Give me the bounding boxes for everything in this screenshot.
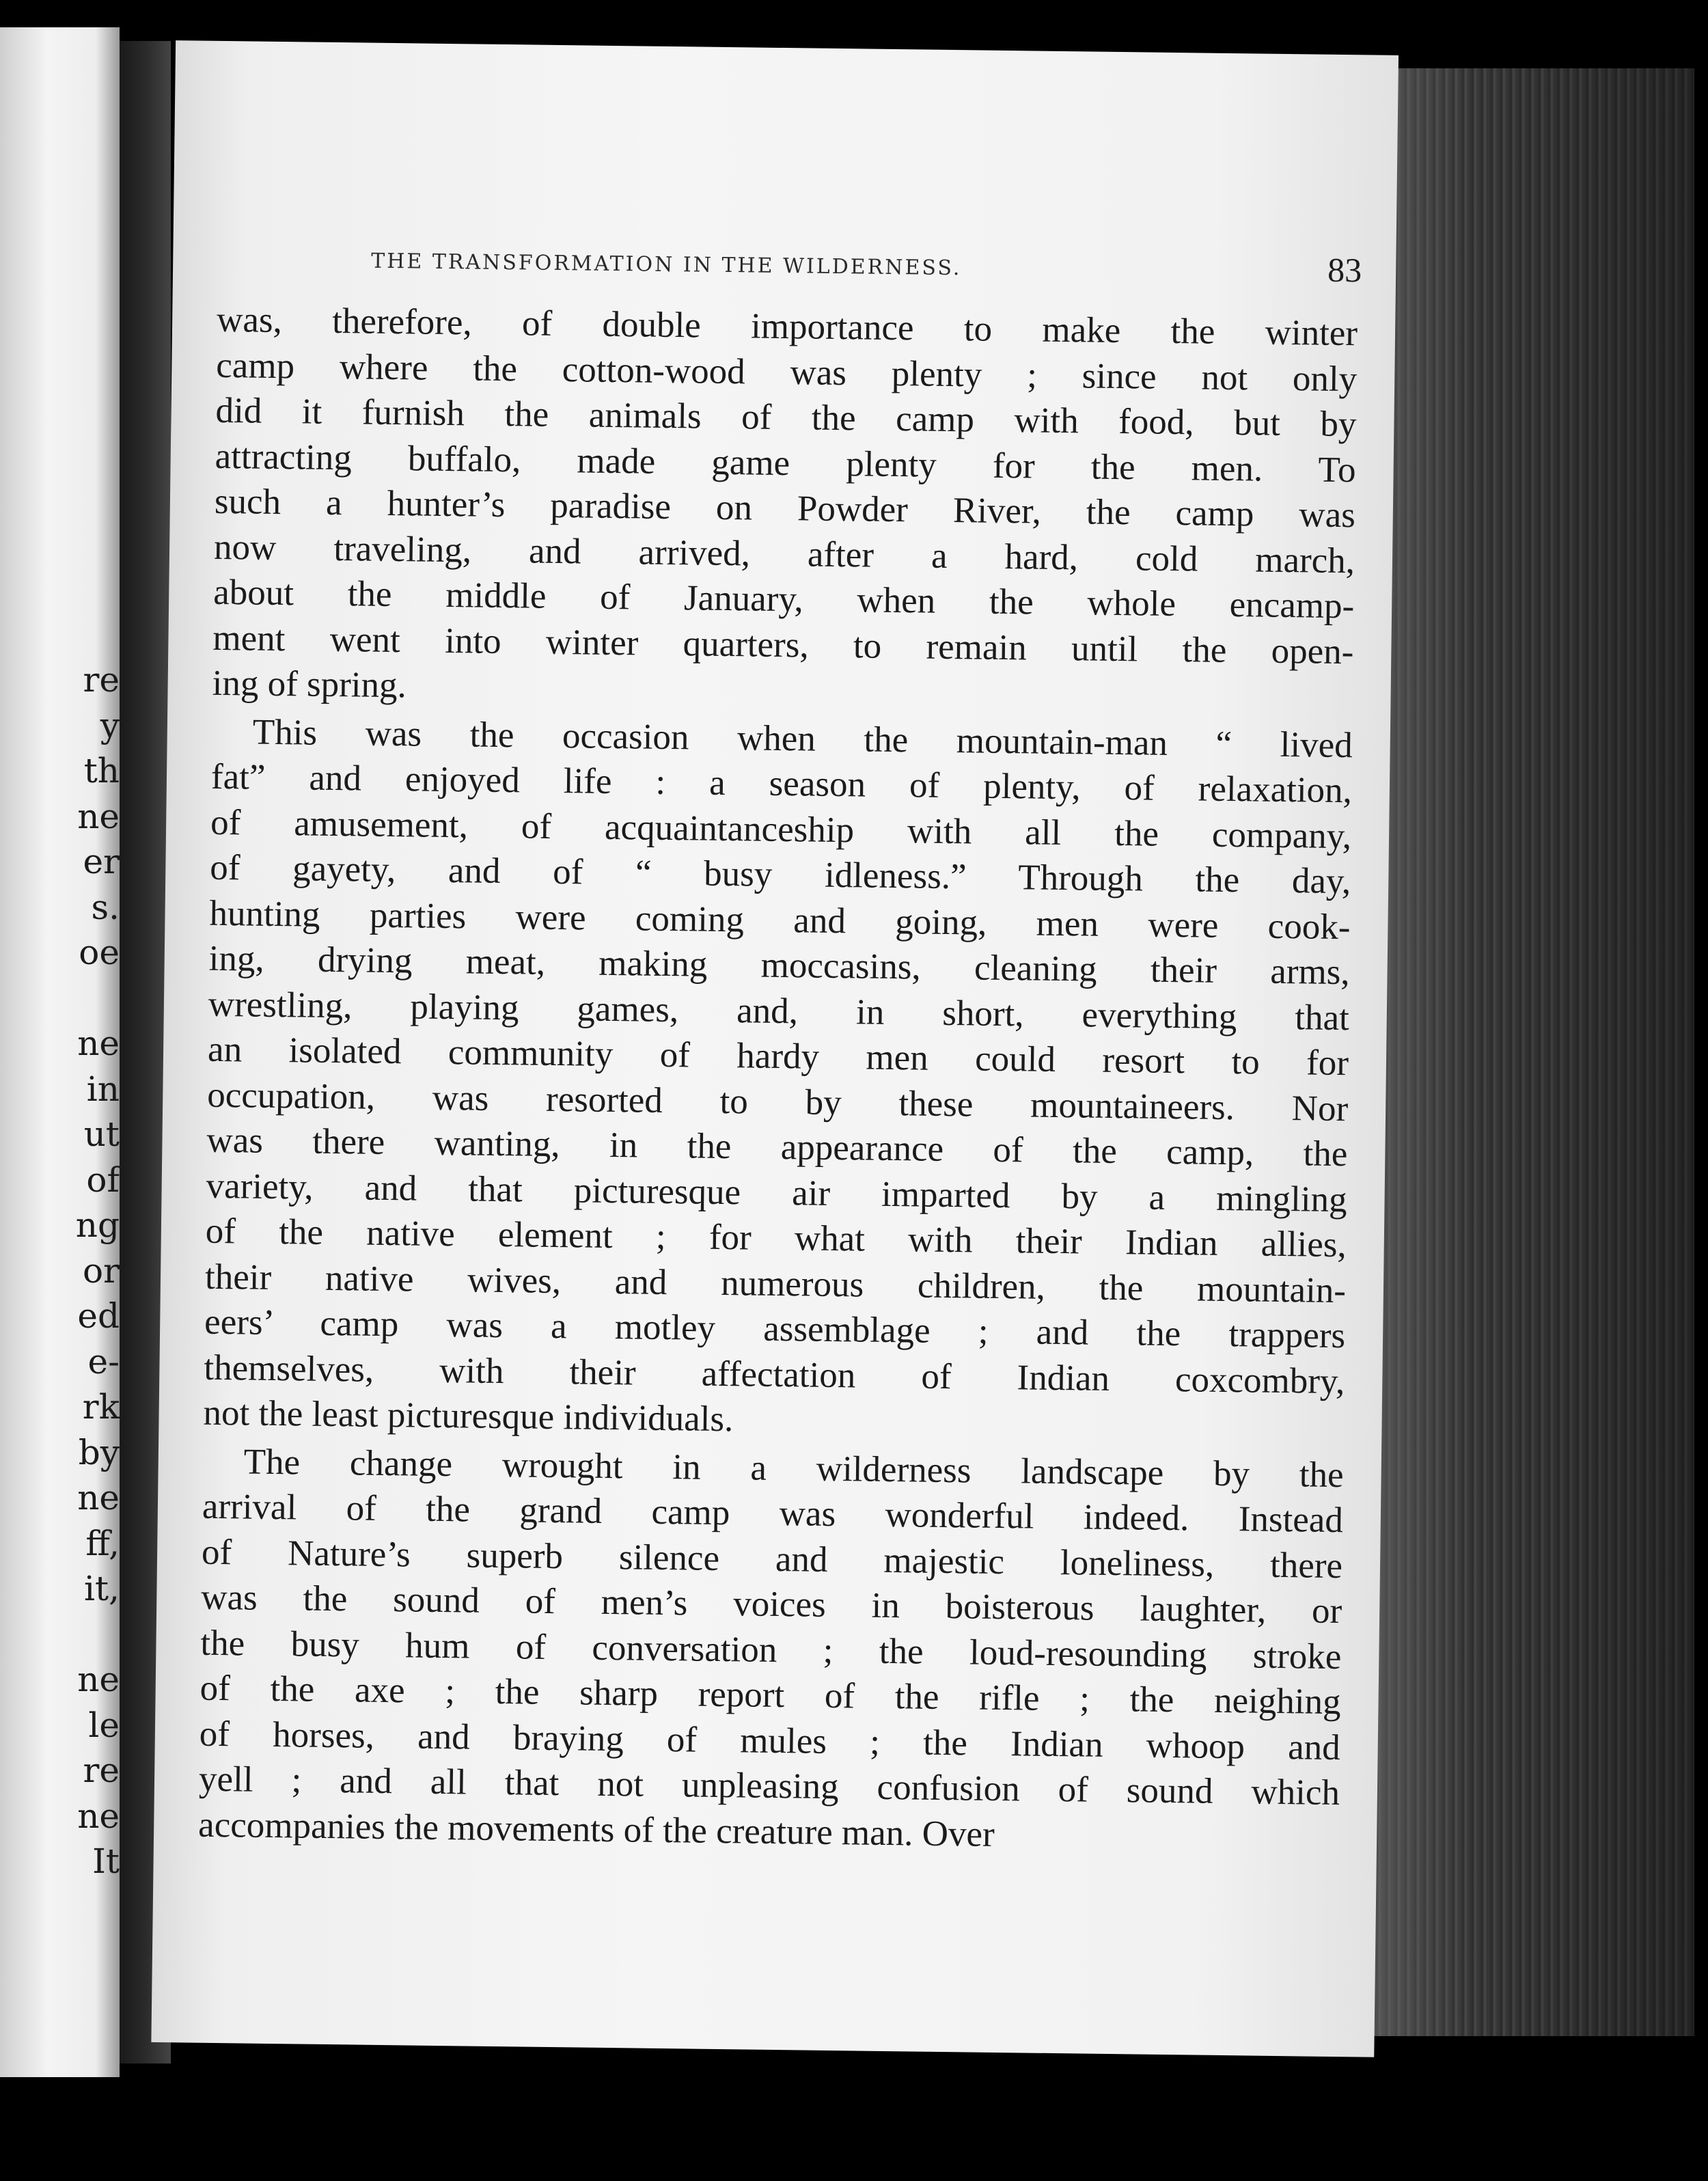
body-text xyxy=(198,297,1358,1861)
text-line: was, therefore, of double importance to make the winter xyxy=(216,299,1358,354)
text-line: accompanies the movements of the creature man. Over xyxy=(197,1805,995,1854)
text-line: was there wanting, in the appearance of the camp, the xyxy=(206,1120,1348,1175)
page-number: 83 xyxy=(1327,250,1362,290)
text-line: the busy hum of conversation ; the loud-resounding stroke xyxy=(200,1623,1342,1677)
previous-page-text-fragment: or xyxy=(82,1250,120,1291)
text-line: themselves, with their affectation of Indian coxcombry, xyxy=(204,1347,1345,1401)
previous-page-text-fragment: s. xyxy=(91,887,120,927)
running-head: THE TRANSFORMATION IN THE WILDERNESS. xyxy=(371,249,962,281)
text-line: of gayety, and of “ busy idleness.” Through the day, xyxy=(210,847,1351,902)
previous-page-text-fragment: it, xyxy=(84,1569,120,1608)
previous-page-text-fragment: er xyxy=(83,842,120,881)
previous-page-text-fragment: in xyxy=(86,1069,120,1109)
previous-page-text-fragment: th xyxy=(83,751,120,791)
previous-page-text-fragment: by xyxy=(78,1432,120,1472)
text-line: not the least picturesque individuals. xyxy=(203,1393,734,1440)
previous-page-text-fragment: ne xyxy=(77,796,120,836)
text-line: an isolated community of hardy men could resort to for xyxy=(207,1029,1349,1084)
text-line: was the sound of men’s voices in boisterous laughter, or xyxy=(200,1577,1342,1632)
text-line: fat” and enjoyed life : a season of plenty, of relaxation, xyxy=(210,756,1353,811)
text-line: arrival of the grand camp was wonderful indeed. Instead xyxy=(202,1486,1344,1541)
previous-page-text-fragment: ne xyxy=(77,1796,120,1836)
text-line: ing of spring. xyxy=(212,663,407,706)
text-line: attracting buffalo, made game plenty for the men. To xyxy=(215,436,1356,490)
previous-page-edge xyxy=(0,27,120,2077)
book-page xyxy=(151,40,1399,2057)
previous-page-text-fragment: It xyxy=(92,1841,120,1881)
text-line: wrestling, playing games, and, in short, everything that xyxy=(208,984,1350,1038)
previous-page-text-fragment: oe xyxy=(79,933,120,972)
paragraph xyxy=(203,709,1353,1449)
previous-page-text-fragment: of xyxy=(86,1160,120,1200)
previous-page-text-fragment: le xyxy=(88,1705,120,1745)
text-line: such a hunter’s paradise on Powder River, the camp was xyxy=(214,481,1356,536)
text-line: of the axe ; the sharp report of the rifle ; the neighing xyxy=(199,1668,1341,1723)
text-line: of Nature’s superb silence and majestic loneliness, there xyxy=(201,1532,1343,1586)
previous-page-text-fragment: e- xyxy=(87,1341,120,1382)
previous-page-text-fragment: ut xyxy=(83,1114,120,1154)
text-line: of amusement, of acquaintanceship with all the company, xyxy=(210,802,1352,856)
text-line: ment went into winter quarters, to remain until the open- xyxy=(212,618,1354,672)
text-line: This was the occasion when the mountain-man “ lived xyxy=(252,712,1353,765)
previous-page-text-fragment: ff, xyxy=(85,1523,120,1563)
text-line: of the native element ; for what with their Indian allies, xyxy=(205,1211,1347,1265)
text-line: ing, drying meat, making moccasins, cleaning their arms, xyxy=(208,938,1350,993)
previous-page-text-fragment: rk xyxy=(82,1387,120,1427)
text-line: occupation, was resorted to by these mountaineers. Nor xyxy=(206,1075,1349,1129)
previous-page-text-fragment: ne xyxy=(77,1024,120,1063)
text-line: camp where the cotton-wood was plenty ; since not only xyxy=(216,345,1358,399)
previous-page-text-fragment: ne xyxy=(77,1660,120,1699)
text-line: of horses, and braying of mules ; the Indian whoop and xyxy=(199,1714,1341,1768)
text-line: eers’ camp was a motley assemblage ; and the trappers xyxy=(204,1302,1346,1356)
text-line: their native wives, and numerous children, the mountain- xyxy=(204,1257,1347,1311)
text-line: did it furnish the animals of the camp with food, but by xyxy=(215,390,1357,445)
text-line: variety, and that picturesque air imparted by a mingling xyxy=(206,1166,1347,1220)
paragraph xyxy=(198,1438,1344,1861)
text-line: now traveling, and arrived, after a hard, cold march, xyxy=(213,527,1355,581)
previous-page-text-fragment: ne xyxy=(77,1478,120,1518)
text-line: hunting parties were coming and going, men were cook- xyxy=(209,893,1351,947)
previous-page-text-fragment: re xyxy=(83,1751,120,1790)
text-line: The change wrought in a wilderness landscape by the xyxy=(243,1441,1345,1495)
previous-page-text-fragment: ng xyxy=(75,1205,120,1245)
previous-page-text-fragment: y xyxy=(100,705,120,745)
text-line: yell ; and all that not unpleasing confusion of sound which xyxy=(198,1759,1340,1813)
previous-page-text-fragment: ed xyxy=(77,1296,120,1336)
paragraph xyxy=(212,297,1358,720)
previous-page-text-fragment: re xyxy=(83,660,120,700)
page-stack-shadow xyxy=(1373,68,1694,2036)
text-line: about the middle of January, when the whole encamp- xyxy=(212,572,1355,627)
